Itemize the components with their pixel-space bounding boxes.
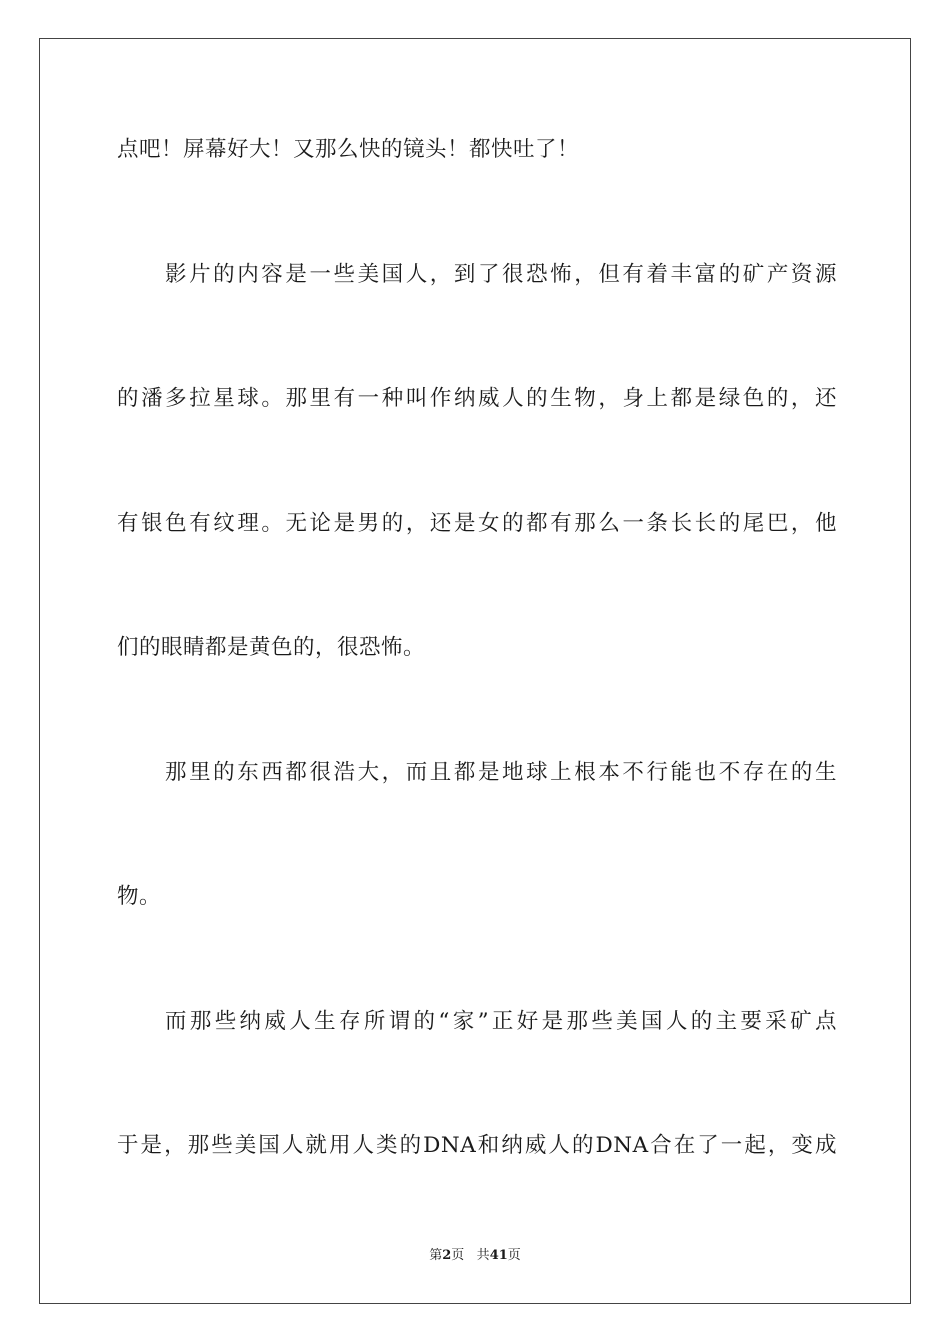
total-suffix: 页 [507,1248,521,1263]
text-line-9: 于是，那些美国人就用人类的DNA和纳威人的DNA合在了一起，变成 [117,1133,837,1158]
page-prefix: 第 [429,1248,443,1263]
total-prefix: 共 [476,1248,490,1263]
text-line-1: 点吧！屏幕好大！又那么快的镜头！都快吐了！ [117,137,580,162]
text-line-3: 的潘多拉星球。那里有一种叫作纳威人的生物，身上都是绿色的，还 [117,386,837,411]
text-line-7: 物。 [117,884,162,909]
text-line-2: 影片的内容是一些美国人，到了很恐怖，但有着丰富的矿产资源 [165,262,837,287]
page-suffix: 页 [451,1248,465,1263]
page-border [39,38,911,1304]
text-line-5: 们的眼睛都是黄色的，很恐怖。 [117,635,426,660]
page-current: 2 [442,1248,452,1263]
page-footer [0,1248,950,1264]
text-line-8: 而那些纳威人生存所谓的“家”正好是那些美国人的主要采矿点 [165,1009,837,1034]
page-total: 41 [489,1248,508,1263]
text-line-6: 那里的东西都很浩大，而且都是地球上根本不行能也不存在的生 [165,760,837,785]
text-line-4: 有银色有纹理。无论是男的，还是女的都有那么一条长长的尾巴，他 [117,511,837,536]
